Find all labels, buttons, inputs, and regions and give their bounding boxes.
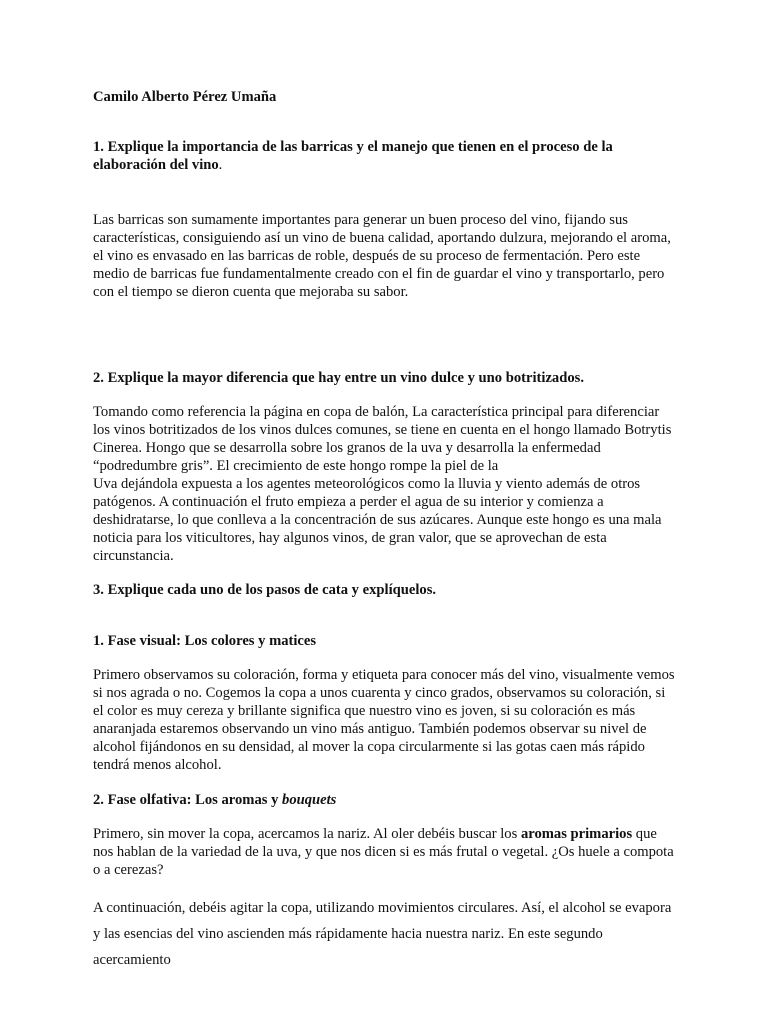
author-name: Camilo Alberto Pérez Umaña <box>93 89 277 105</box>
phase-1-text: Primero observamos su coloración, forma y etiqueta para conocer más del vino, visualmente vemos si nos agrada o no. Cogemos la copa a unos cuarenta y cinco grados, observamos su coloración, si el color es muy cereza y brillante significa que nuestro vino es joven, si su coloración es más anaranjada estaremos observando un vino más antiguo. También podemos observar su nivel de alcohol fijándonos en su densidad, al mover la copa circularmente si las gotas caen más rápido tendrá menos alcohol. <box>93 667 675 773</box>
question-2: 2. Explique la mayor diferencia que hay entre un vino dulce y uno botritizados. <box>93 370 584 386</box>
answer-1: Las barricas son sumamente importantes para generar un buen proceso del vino, fijando sus características, consiguiendo así un vino de buena calidad, aportando dulzura, mejorando el aroma, el vino es envasado en las barricas de roble, después de su proceso de fermentación. Pero este medio de barricas fue fundamentalmente creado con el fin de guardar el vino y transportarlo, pero con el tiempo se dieron cuenta que mejoraba su sabor. <box>93 212 671 300</box>
answer-2-part-1: Tomando como referencia la página en copa de balón, La característica principal para diferenciar los vinos botritizados de los vinos dulces comunes, se tiene en cuenta en el hongo llamado Botrytis Cinerea. Hongo que se desarrolla sobre los granos de la uva y desarrolla la enfermedad “podredumbre gris”. El crecimiento de este hongo rompe la piel de la <box>93 404 672 474</box>
question-1-text: 1. Explique la importancia de las barricas y el manejo que tienen en el proceso de la elaboración del vino <box>93 139 613 173</box>
phase-2-text-2: A continuación, debéis agitar la copa, utilizando movimientos circulares. Así, el alcohol se evapora y las esencias del vino ascienden más rápidamente hacia nuestra nariz. En este segundo acercamiento <box>93 900 672 968</box>
phase-2-text <box>93 825 677 879</box>
phase-2-heading-bouquets: bouquets <box>282 792 337 808</box>
phase-2-text-before: Primero, sin mover la copa, acercamos la nariz. Al oler debéis buscar los <box>93 826 521 842</box>
phase-2-heading-text: 2. Fase olfativa: Los aromas y <box>93 792 283 808</box>
phase-2-aromas-primarios: aromas primarios <box>520 826 633 842</box>
phase-1-heading: 1. Fase visual: Los colores y matices <box>93 633 317 649</box>
answer-2 <box>93 403 677 565</box>
question-1-period: . <box>218 157 223 173</box>
question-1 <box>93 138 677 174</box>
phase-2-heading <box>93 791 677 809</box>
question-3: 3. Explique cada uno de los pasos de cata y explíquelos. <box>93 582 437 598</box>
document-body <box>93 88 677 973</box>
phase-2-text-after: que nos hablan de la variedad de la uva, y que nos dicen si es más frutal o vegetal. ¿Os huele a compota o a cerezas? <box>93 826 674 878</box>
answer-2-part-2: Uva dejándola expuesta a los agentes meteorológicos como la lluvia y viento además de otros patógenos. A continuación el fruto empieza a perder el agua de su interior y comienza a deshidratarse, lo que conlleva a la concentración de sus azúcares. Aunque este hongo es una mala noticia para los viticultores, hay algunos vinos, de gran valor, que se aprovechan de esta circunstancia. <box>93 476 662 564</box>
